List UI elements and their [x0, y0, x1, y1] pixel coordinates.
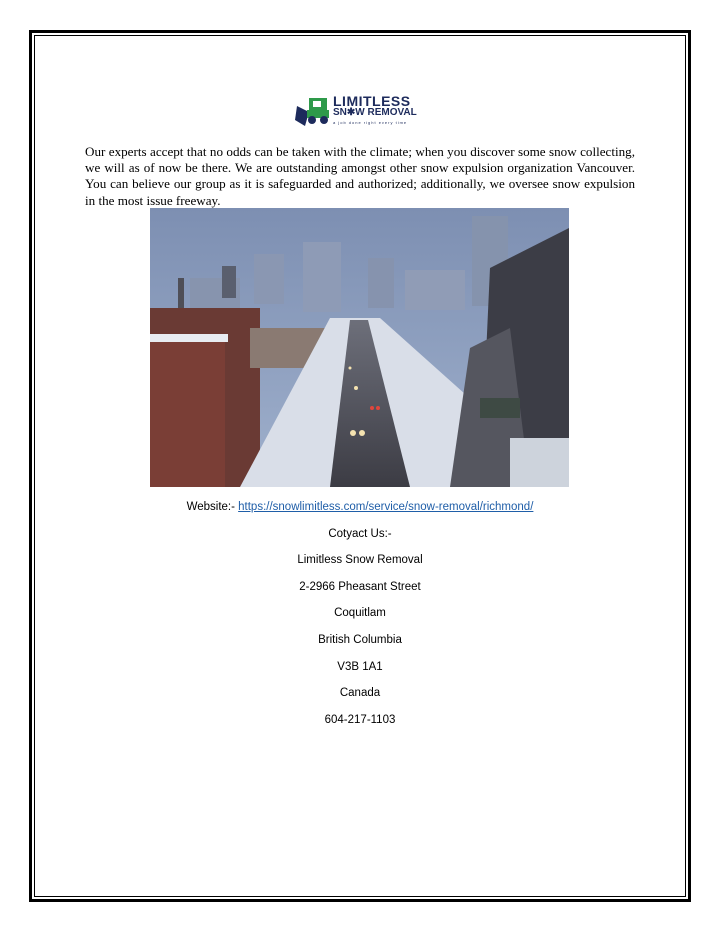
street-address: 2-2966 Pheasant Street	[299, 580, 421, 593]
province: British Columbia	[318, 633, 402, 646]
body-paragraph: Our experts accept that no odds can be taken with the climate; when you discover some snow collecting, we will as of now be there. We are outstanding amongst other snow expulsion organization Vancouver. You can believe our group as it is safeguarded and authorized; additionally, we oversee snow expulsion in the most issue freeway.	[85, 144, 635, 208]
company-logo	[295, 92, 427, 130]
logo-wordmark-line2: SN✱W REMOVAL	[333, 107, 417, 118]
snowplow-truck-icon	[295, 92, 333, 130]
company-name: Limitless Snow Removal	[297, 554, 423, 567]
snowy-city-street-photo	[150, 208, 569, 487]
website-label: Website:-	[186, 501, 239, 513]
city: Coquitlam	[334, 607, 386, 620]
logo-tagline: a job done right every time	[333, 120, 408, 125]
country: Canada	[339, 687, 381, 700]
contact-section	[0, 497, 720, 736]
postal-code: V3B 1A1	[337, 660, 383, 673]
website-link[interactable]: https://snowlimitless.com/service/snow-removal/richmond/	[238, 501, 534, 513]
phone-number: 604-217-1103	[324, 713, 396, 726]
logo-wordmark-line1: LIMITLESS	[333, 93, 411, 109]
website-line	[0, 497, 720, 524]
contact-heading: Cotyact Us:-	[328, 527, 392, 540]
